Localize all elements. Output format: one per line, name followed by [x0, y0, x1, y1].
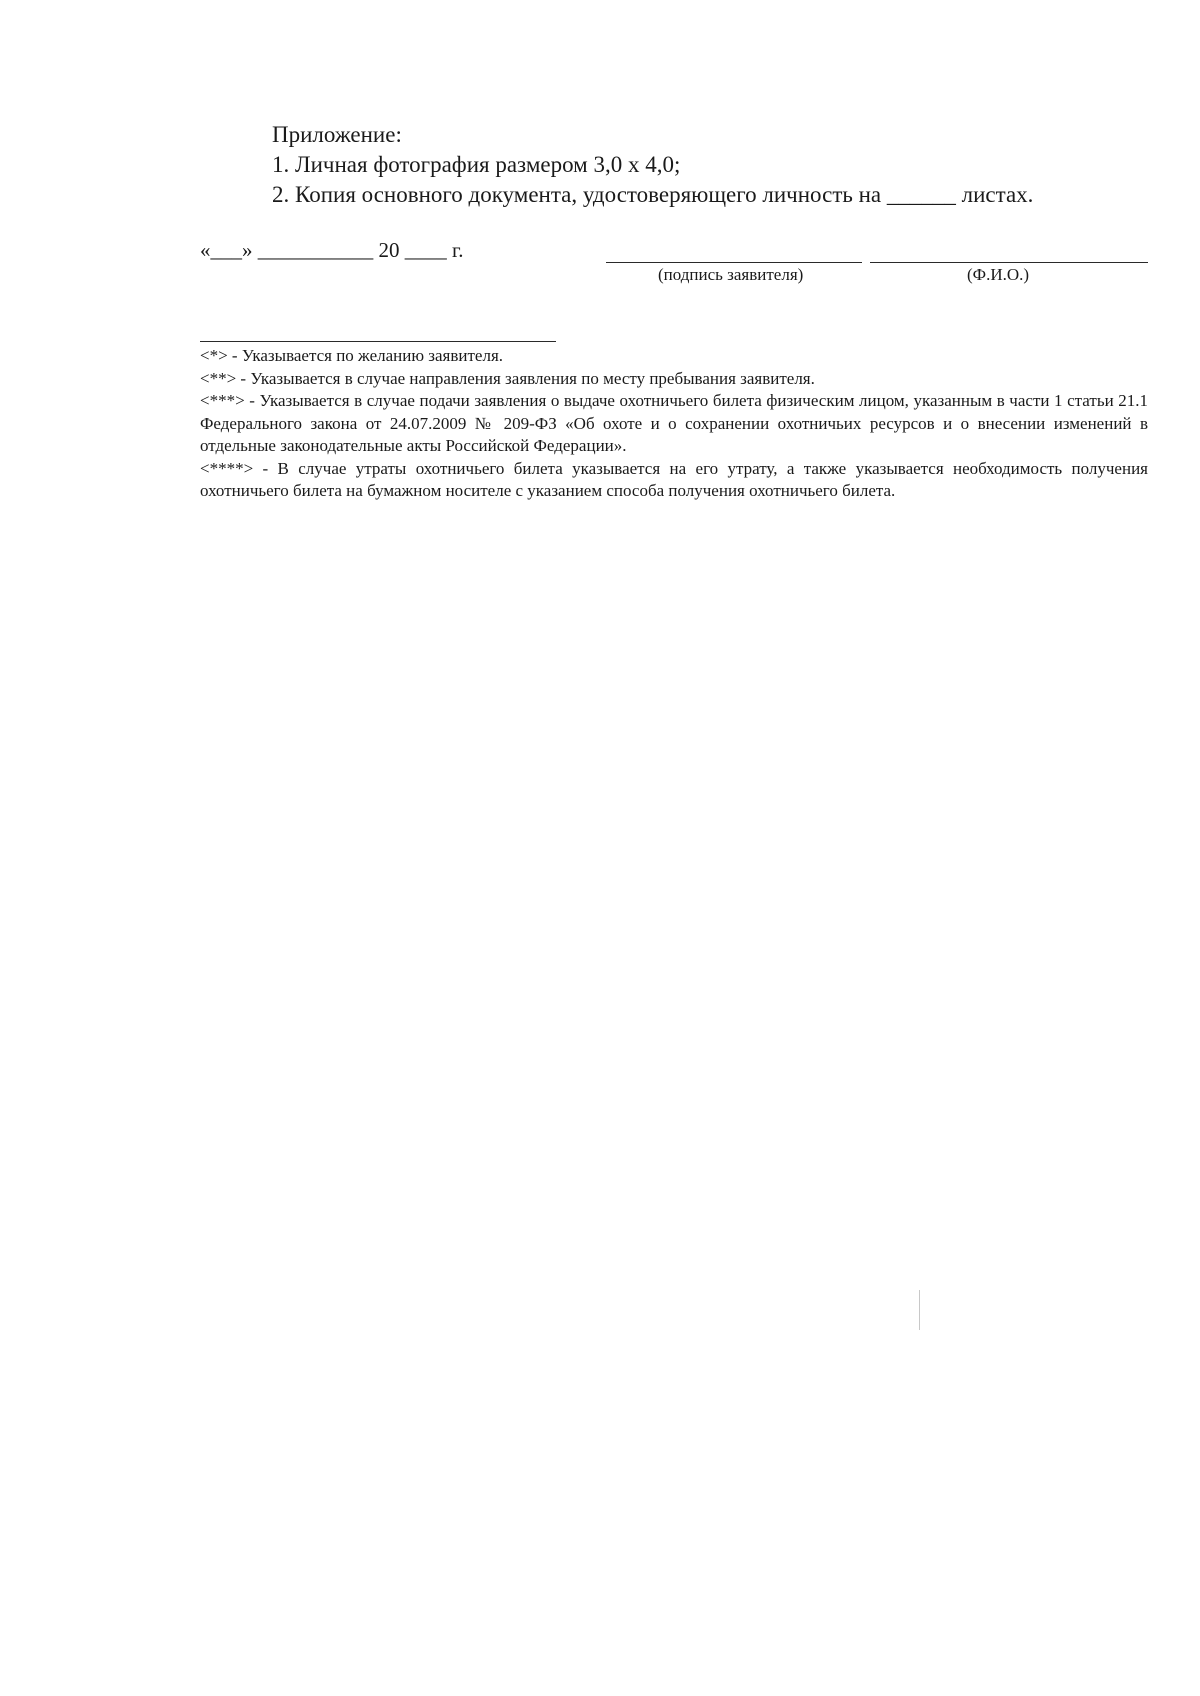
name-line — [870, 262, 1148, 263]
signature-line — [606, 262, 862, 263]
footnote-3: <***> - Указывается в случае подачи заявления о выдаче охотничьего билета физическим лицом, указанным в части 1 статьи 21.1 Федерального закона от 24.07.2009 № 209-ФЗ «Об охоте и о сохранении охотничьих ресурсов и о внесении изменений в отдельные законодательные акты Российской Федерации». — [200, 391, 1148, 455]
footnotes-section — [200, 345, 1148, 503]
attachment-item-id-copy: 2. Копия основного документа, удостоверяющего личность на ______ листах. — [272, 182, 1034, 207]
footnote-1: <*> - Указывается по желанию заявителя. — [200, 346, 504, 365]
attachments-heading: Приложение: — [272, 122, 402, 147]
footnote-separator — [200, 341, 556, 342]
signature-caption: (подпись заявителя) — [658, 265, 804, 284]
footnote-4: <****> - В случае утраты охотничьего билета указывается на его утрату, а также указывается необходимость получения охотничьего билета на бумажном носителе с указанием способа получения охотничьего билета. — [200, 458, 1148, 500]
date-line: «___» ___________ 20 ____ г. — [200, 238, 464, 262]
name-caption: (Ф.И.О.) — [967, 265, 1030, 284]
attachment-item-photo: 1. Личная фотография размером 3,0 х 4,0; — [272, 152, 681, 177]
attachments-section — [272, 120, 1132, 210]
footnote-2: <**> - Указывается в случае направления заявления по месту пребывания заявителя. — [200, 368, 815, 388]
scan-artifact-line — [919, 1290, 920, 1330]
